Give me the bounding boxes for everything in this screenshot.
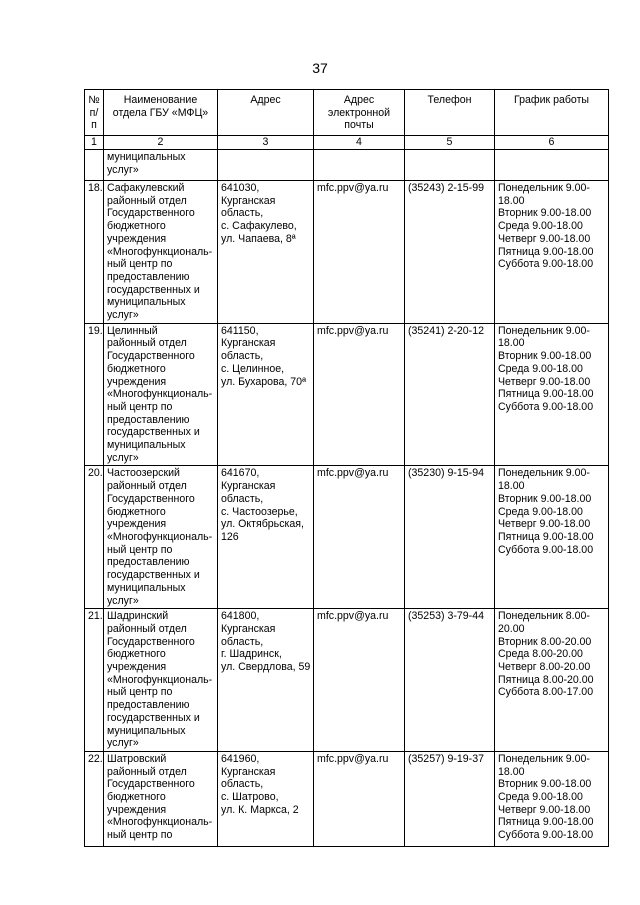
cell-schedule (495, 751, 609, 846)
schedule-line: 18.00 (498, 337, 525, 350)
name-line: услуг» (107, 163, 139, 176)
address-line: 641960, (221, 752, 260, 765)
schedule-line: Суббота 9.00-18.00 (498, 829, 594, 842)
address-line: ул. К. Маркса, 2 (221, 803, 299, 816)
schedule-line: Среда 9.00-18.00 (498, 362, 583, 375)
cell-address (218, 150, 314, 181)
table-row (85, 181, 609, 324)
address-line: г. Шадринск, (221, 648, 282, 661)
mfc-offices-table (84, 89, 609, 847)
column-number: 4 (314, 136, 405, 150)
cell-num: 20. (85, 466, 104, 609)
schedule-line: Понедельник 9.00- (498, 182, 590, 194)
cell-name (104, 181, 218, 324)
name-line: Целинный (107, 324, 158, 337)
address-line: ул. Октябрьская, (221, 518, 304, 531)
name-line: муниципальных (107, 439, 186, 452)
address-line: ул. Бухарова, 70ª (221, 375, 306, 388)
name-line: ный центр по (107, 258, 173, 271)
name-line: Государственного (107, 207, 195, 220)
cell-email: mfc.ppv@ya.ru (314, 323, 405, 466)
name-line: предоставлению (107, 699, 190, 712)
schedule-line: Вторник 8.00-20.00 (498, 635, 592, 648)
cell-email (314, 150, 405, 181)
address-line: с. Частоозерье, (221, 505, 298, 518)
name-line: услуг» (107, 737, 139, 750)
cell-phone: (35241) 2-20-12 (405, 323, 495, 466)
cell-name (104, 150, 218, 181)
address-line: область, (221, 778, 264, 791)
address-line: Курганская (221, 765, 276, 778)
name-line: муниципальных (107, 296, 186, 309)
name-line: «Многофункциональ- (107, 245, 213, 258)
name-line: районный отдел (107, 765, 187, 778)
name-line: бюджетного (107, 505, 166, 518)
schedule-line: Пятница 9.00-18.00 (498, 816, 594, 829)
schedule-line: 18.00 (498, 480, 525, 493)
address-line: область, (221, 207, 264, 220)
name-line: бюджетного (107, 362, 166, 375)
schedule-line: Вторник 9.00-18.00 (498, 492, 592, 505)
column-number: 6 (495, 136, 609, 150)
address-line: Курганская (221, 337, 276, 350)
schedule-line: Среда 9.00-18.00 (498, 220, 583, 233)
header-schedule: График работы (495, 90, 609, 136)
cell-name (104, 466, 218, 609)
cell-phone: (35230) 9-15-94 (405, 466, 495, 609)
schedule-line: Суббота 9.00-18.00 (498, 400, 594, 413)
address-line: 641800, (221, 610, 260, 623)
schedule-line: Среда 9.00-18.00 (498, 505, 583, 518)
page-number: 37 (312, 60, 328, 76)
cell-schedule (495, 323, 609, 466)
cell-name (104, 323, 218, 466)
name-line: ный центр по (107, 829, 173, 842)
schedule-line: Четверг 9.00-18.00 (498, 375, 591, 388)
table-row (85, 323, 609, 466)
header-email: Адрес электронной почты (314, 90, 405, 136)
name-line: «Многофункциональ- (107, 388, 213, 401)
name-line: услуг» (107, 309, 139, 322)
column-number: 5 (405, 136, 495, 150)
schedule-line: 18.00 (498, 765, 525, 778)
name-line: учреждения (107, 803, 167, 816)
schedule-line: Суббота 9.00-18.00 (498, 543, 594, 556)
cell-email: mfc.ppv@ya.ru (314, 466, 405, 609)
cell-name (104, 751, 218, 846)
schedule-line: Суббота 8.00-17.00 (498, 686, 594, 699)
column-number: 2 (104, 136, 218, 150)
cell-address (218, 466, 314, 609)
name-line: учреждения (107, 518, 167, 531)
schedule-line: Вторник 9.00-18.00 (498, 778, 592, 791)
address-line: область, (221, 350, 264, 363)
header-address: Адрес (218, 90, 314, 136)
schedule-line: Среда 9.00-18.00 (498, 791, 583, 804)
schedule-line: Пятница 9.00-18.00 (498, 530, 594, 543)
column-number-row (85, 136, 609, 150)
cell-address (218, 323, 314, 466)
name-line: районный отдел (107, 480, 187, 493)
cell-name (104, 609, 218, 752)
table-row (85, 609, 609, 752)
name-line: Государственного (107, 350, 195, 363)
schedule-line: Четверг 9.00-18.00 (498, 803, 591, 816)
name-line: «Многофункциональ- (107, 816, 213, 829)
name-line: Государственного (107, 492, 195, 505)
schedule-line: Четверг 9.00-18.00 (498, 518, 591, 531)
name-line: государственных и (107, 711, 200, 724)
cell-schedule (495, 181, 609, 324)
cell-num (85, 150, 104, 181)
cell-num: 21. (85, 609, 104, 752)
address-line: ул. Свердлова, 59 (221, 661, 311, 674)
table-row (85, 751, 609, 846)
name-line: муниципальных (107, 151, 186, 163)
name-line: «Многофункциональ- (107, 530, 213, 543)
cell-num: 22. (85, 751, 104, 846)
table-row (85, 466, 609, 609)
schedule-line: Четверг 8.00-20.00 (498, 661, 591, 674)
name-line: бюджетного (107, 648, 166, 661)
address-line: ул. Чапаева, 8ª (221, 232, 296, 245)
name-line: учреждения (107, 232, 167, 245)
name-line: Сафакулевский (107, 182, 185, 194)
cell-email: mfc.ppv@ya.ru (314, 181, 405, 324)
cell-address (218, 751, 314, 846)
schedule-line: Пятница 9.00-18.00 (498, 245, 594, 258)
name-line: бюджетного (107, 220, 166, 233)
cell-schedule (495, 609, 609, 752)
address-line: Курганская (221, 194, 276, 207)
schedule-line: Понедельник 9.00- (498, 752, 590, 765)
address-line: Курганская (221, 622, 276, 635)
name-line: Частоозерский (107, 467, 180, 480)
name-line: услуг» (107, 451, 139, 464)
address-line: 126 (221, 530, 239, 543)
name-line: услуг» (107, 594, 139, 607)
name-line: предоставлению (107, 556, 190, 569)
schedule-line: Пятница 8.00-20.00 (498, 673, 594, 686)
cell-address (218, 181, 314, 324)
schedule-line: Понедельник 9.00- (498, 324, 590, 337)
header-phone: Телефон (405, 90, 495, 136)
name-line: ный центр по (107, 686, 173, 699)
cell-phone: (35243) 2-15-99 (405, 181, 495, 324)
address-line: с. Целинное, (221, 362, 285, 375)
name-line: муниципальных (107, 581, 186, 594)
address-line: с. Шатрово, (221, 791, 279, 804)
name-line: учреждения (107, 375, 167, 388)
name-line: Шатровский (107, 752, 167, 765)
schedule-line: Вторник 9.00-18.00 (498, 350, 592, 363)
cell-schedule (495, 150, 609, 181)
header-num: № п/п (85, 90, 104, 136)
schedule-line: Суббота 9.00-18.00 (498, 258, 594, 271)
cell-schedule (495, 466, 609, 609)
cell-phone: (35253) 3-79-44 (405, 609, 495, 752)
name-line: предоставлению (107, 413, 190, 426)
cell-email: mfc.ppv@ya.ru (314, 751, 405, 846)
schedule-line: Четверг 9.00-18.00 (498, 232, 591, 245)
name-line: предоставлению (107, 270, 190, 283)
address-line: с. Сафакулево, (221, 220, 297, 233)
schedule-line: 20.00 (498, 622, 525, 635)
name-line: Государственного (107, 778, 195, 791)
table-header-row (85, 90, 609, 136)
address-line: область, (221, 635, 264, 648)
name-line: муниципальных (107, 724, 186, 737)
name-line: государственных и (107, 426, 200, 439)
schedule-line: Понедельник 8.00- (498, 610, 590, 623)
schedule-line: Среда 8.00-20.00 (498, 648, 583, 661)
cell-num: 19. (85, 323, 104, 466)
address-line: 641670, (221, 467, 260, 480)
schedule-line: 18.00 (498, 194, 525, 207)
name-line: государственных и (107, 283, 200, 296)
name-line: государственных и (107, 569, 200, 582)
name-line: бюджетного (107, 791, 166, 804)
address-line: 641150, (221, 324, 259, 337)
column-number: 3 (218, 136, 314, 150)
name-line: Шадринский (107, 610, 169, 623)
column-number: 1 (85, 136, 104, 150)
cell-phone: (35257) 9-19-37 (405, 751, 495, 846)
name-line: «Многофункциональ- (107, 673, 213, 686)
schedule-line: Пятница 9.00-18.00 (498, 388, 594, 401)
schedule-line: Понедельник 9.00- (498, 467, 590, 480)
name-line: районный отдел (107, 622, 187, 635)
cell-num: 18. (85, 181, 104, 324)
name-line: ный центр по (107, 400, 173, 413)
header-name: Наименование отдела ГБУ «МФЦ» (104, 90, 218, 136)
name-line: учреждения (107, 661, 167, 674)
name-line: районный отдел (107, 337, 187, 350)
name-line: Государственного (107, 635, 195, 648)
address-line: 641030, (221, 182, 260, 194)
name-line: ный центр по (107, 543, 173, 556)
schedule-line: Вторник 9.00-18.00 (498, 207, 592, 220)
address-line: Курганская (221, 480, 276, 493)
continuation-row (85, 150, 609, 181)
address-line: область, (221, 492, 264, 505)
cell-address (218, 609, 314, 752)
cell-phone (405, 150, 495, 181)
cell-email: mfc.ppv@ya.ru (314, 609, 405, 752)
name-line: районный отдел (107, 194, 187, 207)
